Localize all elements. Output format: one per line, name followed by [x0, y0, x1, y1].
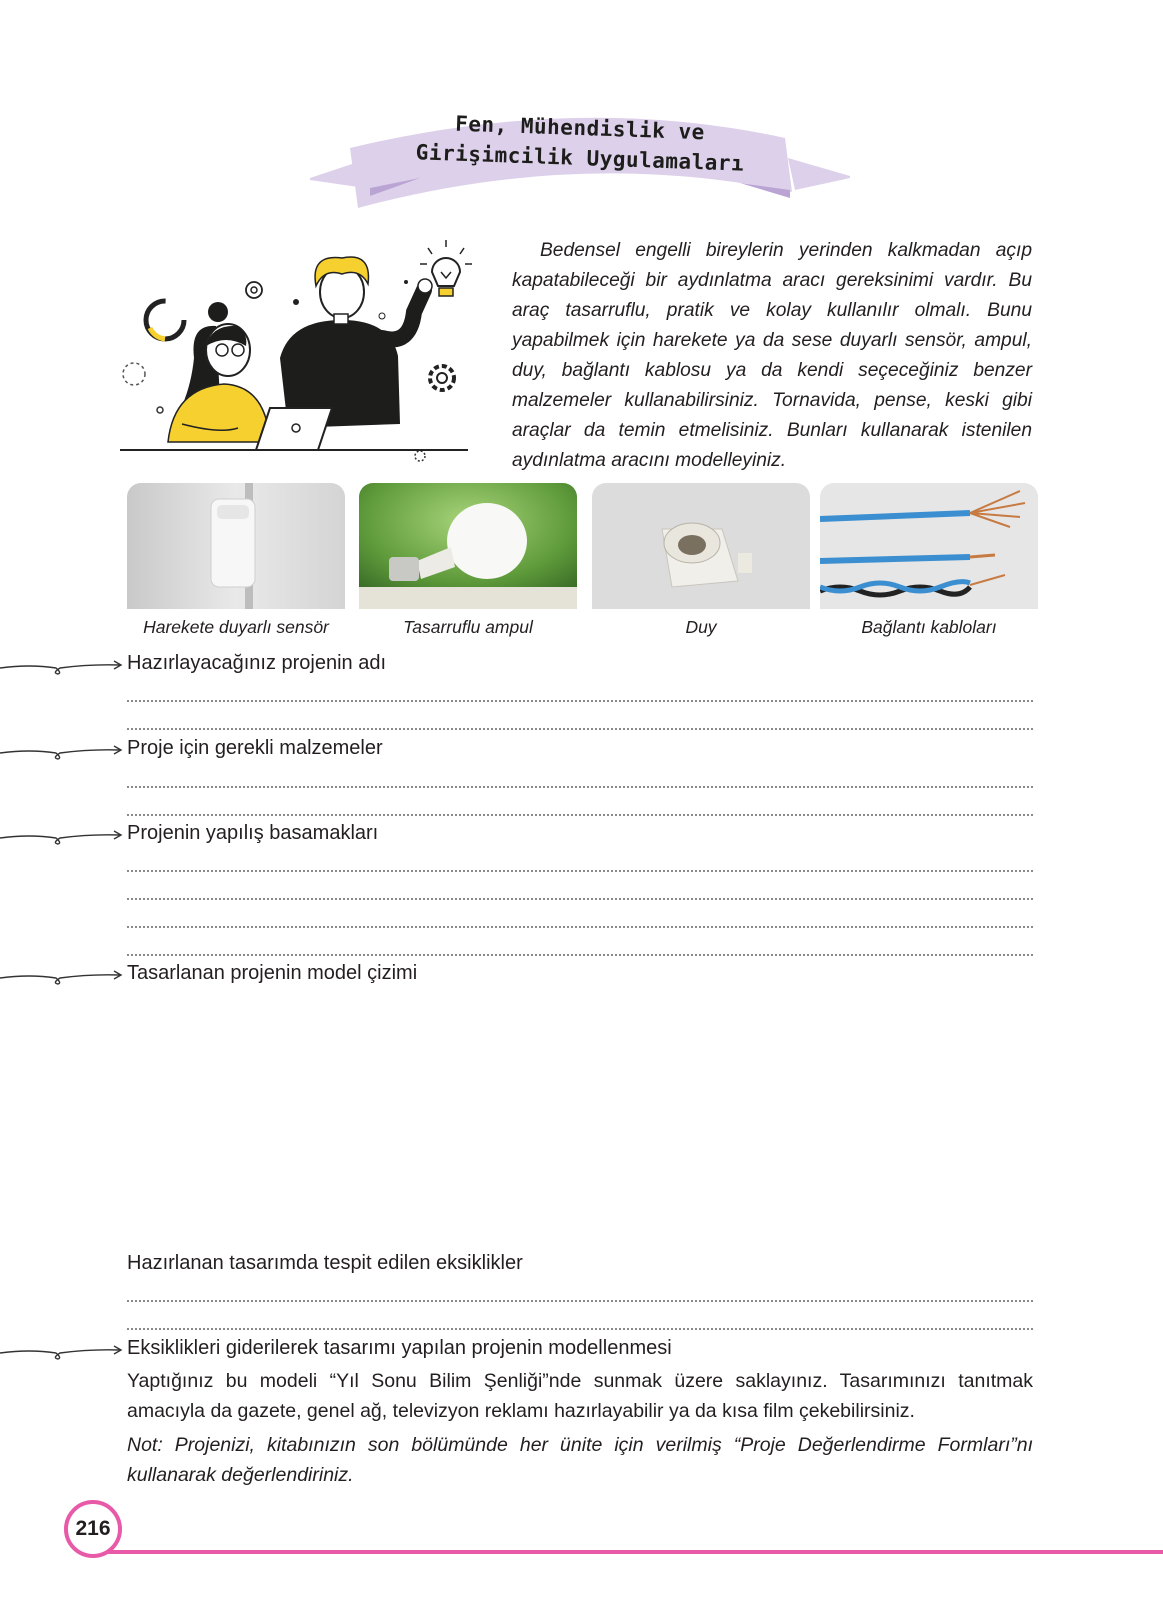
section-arrow-icon: [0, 965, 126, 987]
note-paragraph: Not: Projenizi, kitabınızın son bölümünde her ünite için verilmiş “Proje Değerlendirme Formları”nı kullanarak değerlendiriniz.: [127, 1434, 1033, 1486]
photo-caption: Harekete duyarlı sensör: [143, 617, 329, 637]
students-illustration: [120, 228, 490, 470]
section-arrow-icon: [0, 655, 126, 677]
gear-icon: [430, 366, 454, 390]
photo-caption: Tasarruflu ampul: [403, 617, 533, 637]
closing-paragraph: Yaptığınız bu modeli “Yıl Sonu Bilim Şenliği”nde sunmak üzere saklayınız. Tasarımınızı tanıtmak amacıyla da gazete, genel ağ, televizyon reklamı hazırlayabilir ya da kısa film çekebilirsiniz.: [127, 1370, 1033, 1422]
laptop-icon: [256, 408, 332, 450]
section-title-modelling: Eksiklikleri giderilerek tasarımı yapılan projenin modellenmesi: [127, 1337, 672, 1359]
page-number: 216: [64, 1500, 122, 1558]
photo-caption: Bağlantı kabloları: [861, 617, 997, 637]
answer-line[interactable]: [127, 1300, 1033, 1302]
section-title-steps: Projenin yapılış basamakları: [127, 822, 379, 844]
section-arrow-icon: [0, 740, 126, 762]
led-bulb-photo: [359, 483, 577, 609]
intro-paragraph: Bedensel engelli bireylerin yerinden kalkmadan açıp kapatabileceği bir aydınlatma aracı gereksinimi vardır. Bu araç tasarruflu, pratik ve kolay kullanılır olmalı. Bunu yapabilmek için harekete ya da sese duyarlı sensör, ampul, duy, bağlantı kablosu ya da kendi seçeceğiniz benzer malzemeler kullanabilirsiniz. Tornavida, pense, keski gibi araçlar da temin etmelisiniz. Bunları kullanarak istenilen aydınlatma aracını modelleyiniz.: [512, 240, 1032, 471]
section-arrow-icon: [0, 1340, 126, 1362]
section-title-project-name: Hazırlayacağınız projenin adı: [127, 652, 387, 674]
answer-line[interactable]: [127, 786, 1033, 788]
boy-figure: [280, 257, 432, 428]
donut-chart-icon: [146, 301, 184, 339]
section-title-deficiencies: Hazırlanan tasarımda tespit edilen eksiklikler: [127, 1252, 523, 1274]
title-banner: [310, 108, 850, 233]
footer-line: [100, 1550, 1163, 1554]
answer-line[interactable]: [127, 814, 1033, 816]
answer-line[interactable]: [127, 728, 1033, 730]
section-title-materials: Proje için gerekli malzemeler: [127, 737, 383, 759]
answer-line[interactable]: [127, 954, 1033, 956]
cables-photo: [820, 483, 1038, 609]
answer-line[interactable]: [127, 1328, 1033, 1330]
drawing-area[interactable]: [127, 995, 1033, 1245]
answer-line[interactable]: [127, 898, 1033, 900]
dashed-circle-icon: [123, 363, 145, 385]
answer-line[interactable]: [127, 870, 1033, 872]
banner-title-line2: Girişimcilik Uygulamaları: [415, 140, 745, 176]
banner-title-line1: Fen, Mühendislik ve: [454, 111, 706, 145]
section-title-model-drawing: Tasarlanan projenin model çizimi: [127, 962, 418, 984]
motion-sensor-photo: [127, 483, 345, 609]
answer-line[interactable]: [127, 700, 1033, 702]
gear-icon: [246, 282, 262, 298]
section-arrow-icon: [0, 825, 126, 847]
photo-caption: Duy: [685, 617, 717, 637]
lamp-socket-photo: [592, 483, 810, 609]
answer-line[interactable]: [127, 926, 1033, 928]
